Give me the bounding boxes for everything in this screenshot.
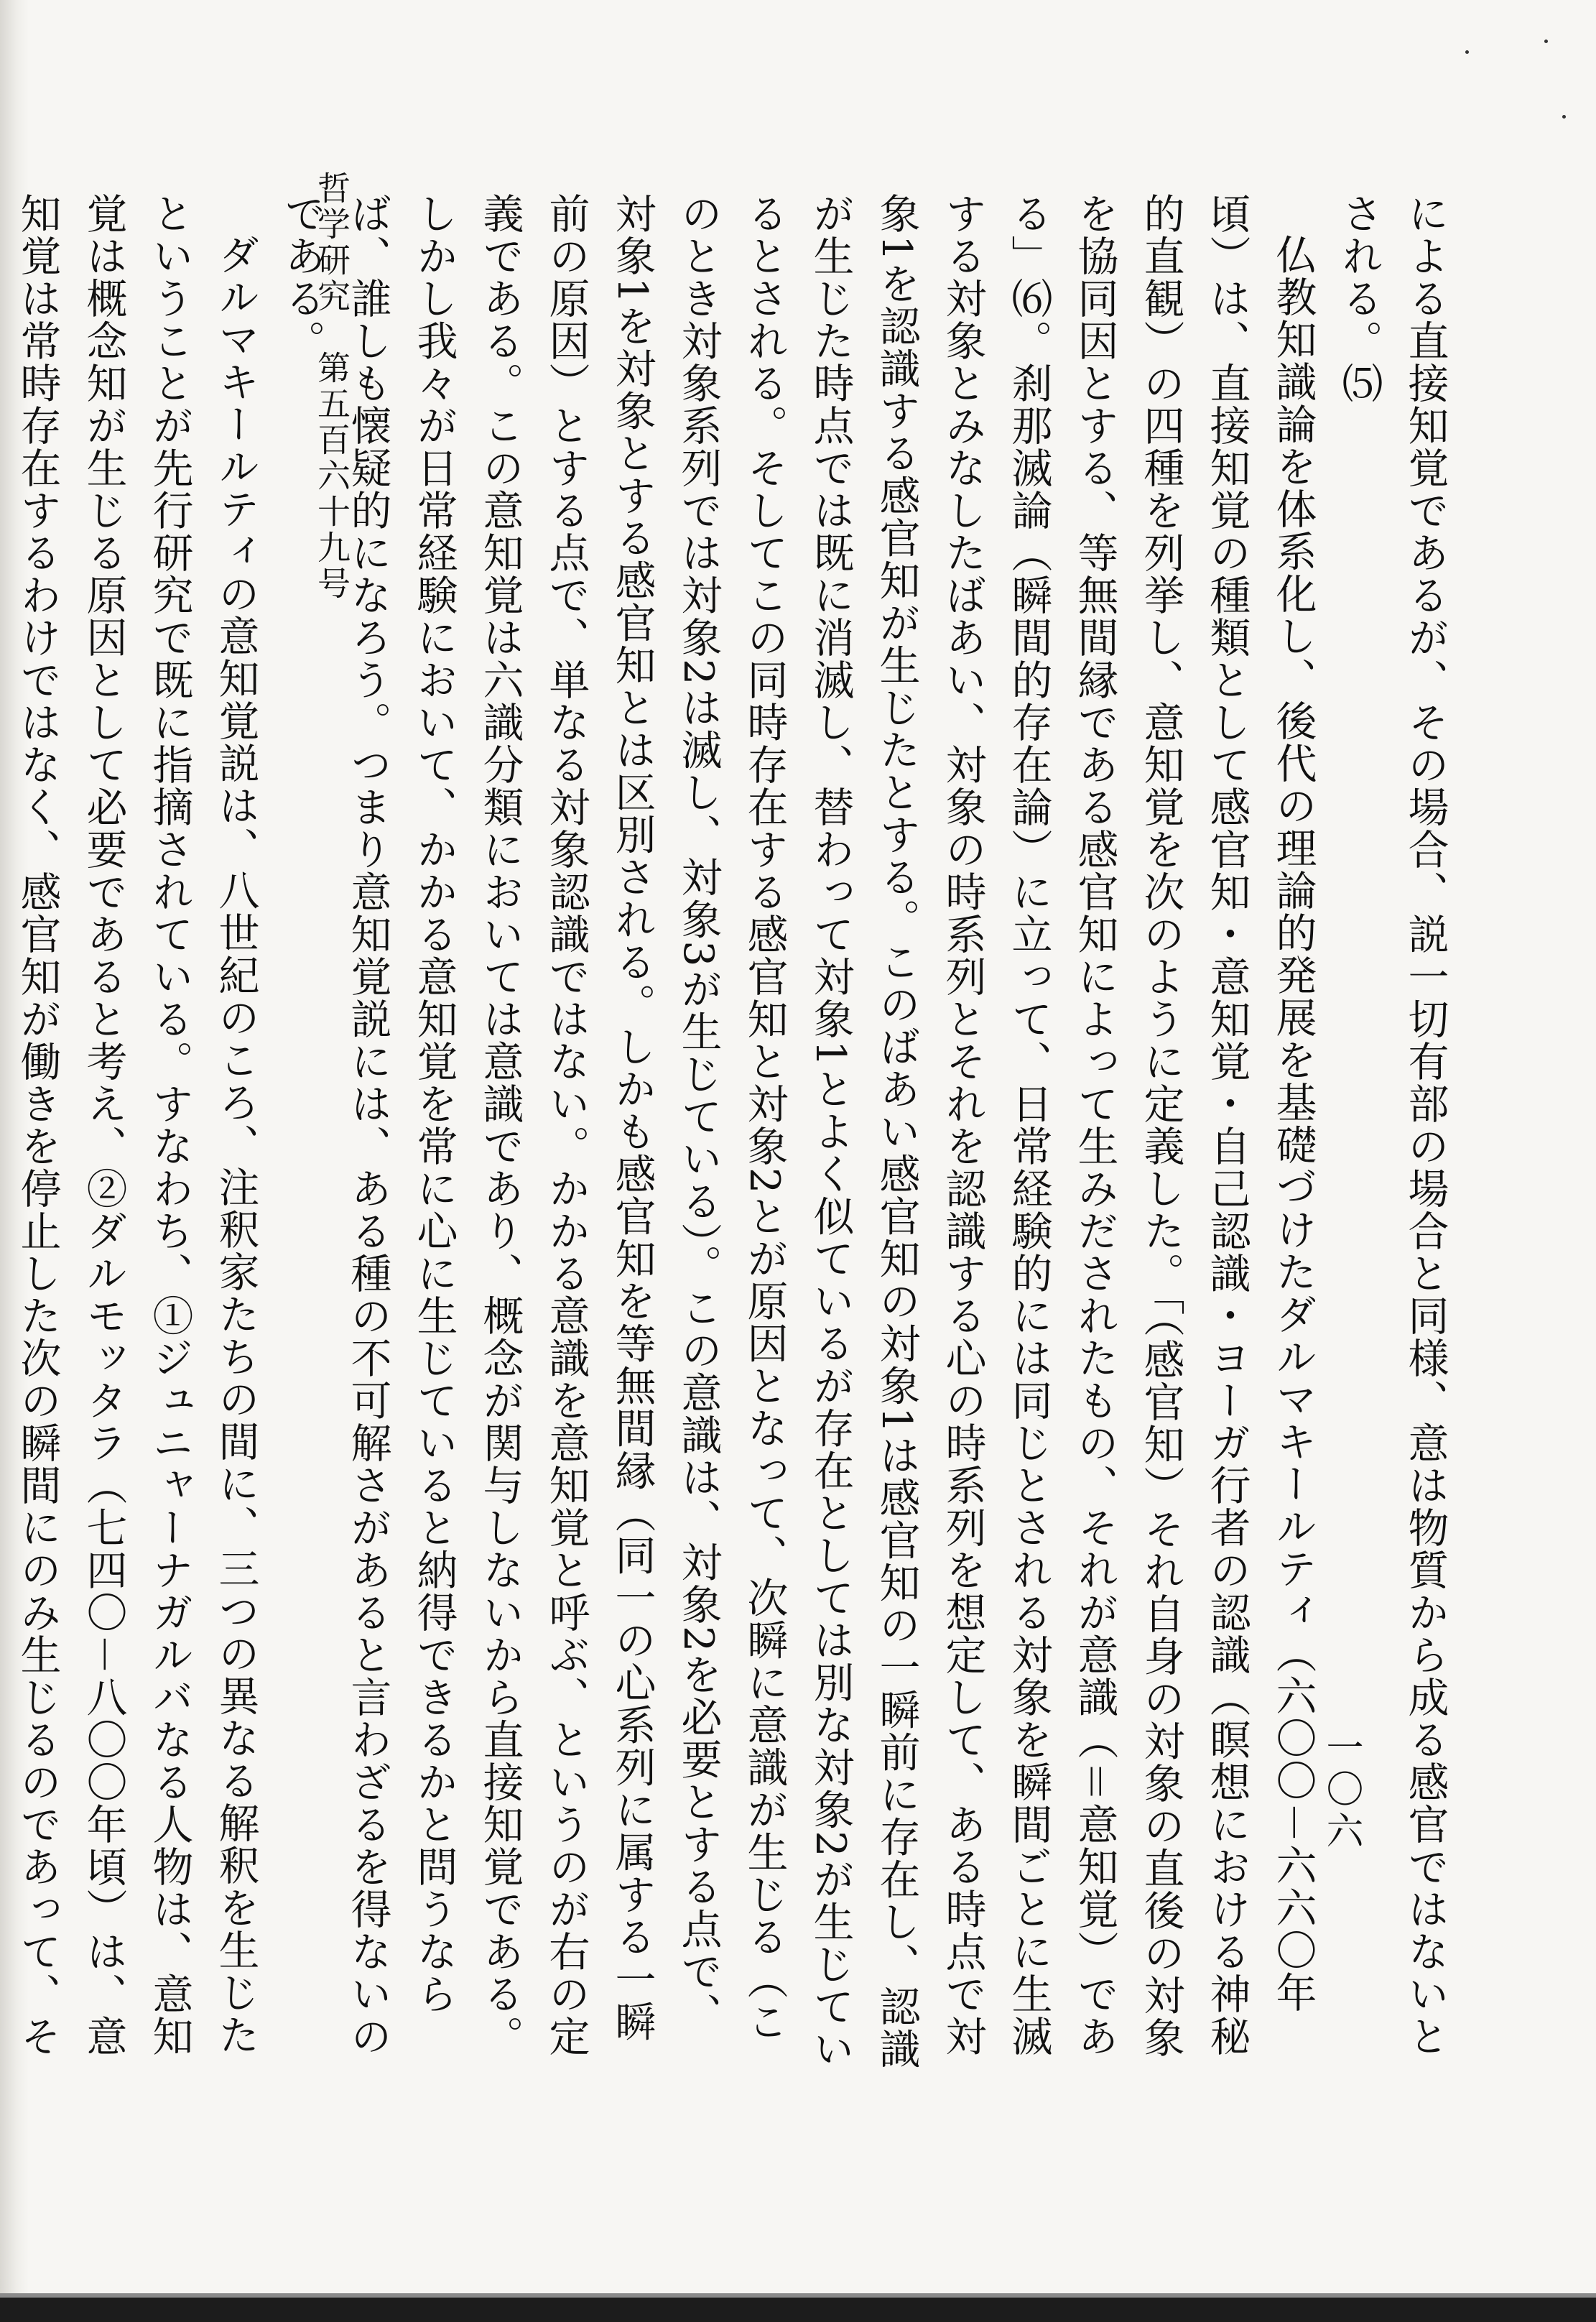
scan-speck [1465,50,1469,54]
scan-speck [1544,40,1548,43]
scan-bottom-border [0,2298,1596,2322]
body-text [14,193,1458,2075]
page-number: 一〇六 [1319,1728,1363,1853]
running-header: 哲学研究 第五百六十九号 [312,171,351,602]
paragraph: による直接知覚であるが、その場合、説一切有部の場合と同様、意は物質から成る感官ではないとされる。⑸ [1335,193,1449,2058]
paragraph: ダルマキールティの意知覚説は、八世紀のころ、注釈家たちの間に、三つの異なる解釈を生じたということが先行研究で既に指摘されている。すなわち、①ジュニャーナガルバなる人物は、意知覚は概念知が生じる原因として必要であると考え、②ダルモッタラ（七四〇－八〇〇年頃）は、意知覚は常時存在するわけではなく、感官知が働きを停止した次の瞬間にのみ生じるのであって、そ [14,193,259,2058]
scan-speck [1562,115,1566,119]
paragraph: 仏教知識論を体系化し、後代の理論的発展を基礎づけたダルマキールティ（六〇〇－六六〇年頃）は、直接知覚の種類として感官知・意知覚・自己認識・ヨーガ行者の認識（瞑想における神秘的直観）の四種を列挙し、意知覚を次のように定義した。「（感官知）それ自身の対象の直後の対象を協同因とする、等無間縁である感官知によって生みだされたもの、それが意識（＝意知覚）である」⑹。刹那滅論（瞬間的存在論）に立って、日常経験的には同じとされる対象を瞬間ごとに生滅する対象とみなしたばあい、対象の時系列とそれを認識する心の時系列を想定して、ある時点で対象1を認識する感官知が生じたとする。このばあい感官知の対象1は感官知の一瞬前に存在し、認識が生じた時点では既に消滅し、替わって対象1とよく似ているが存在としては別な対象2が生じているとされる。そしてこの同時存在する感官知と対象2とが原因となって、次瞬に意識が生じる（このとき対象系列では対象2は滅し、対象3が生じている）。この意識は、対象2を必要とする点で、対象1を対象とする感官知とは区別される。しかも感官知を等無間縁（同一の心系列に属する一瞬前の原因）とする点で、単なる対象認識ではない。かかる意識を意知覚と呼ぶ、というのが右の定義である。この意知覚は六識分類においては意識であり、概念が関与しないから直接知覚である。しかし我々が日常経験において、かかる意知覚を常に心に生じていると納得できるかと問うならば、誰しも懐疑的になろう。つまり意知覚説には、ある種の不可解さがあると言わざるを得ないのである。 [278,193,1317,2071]
